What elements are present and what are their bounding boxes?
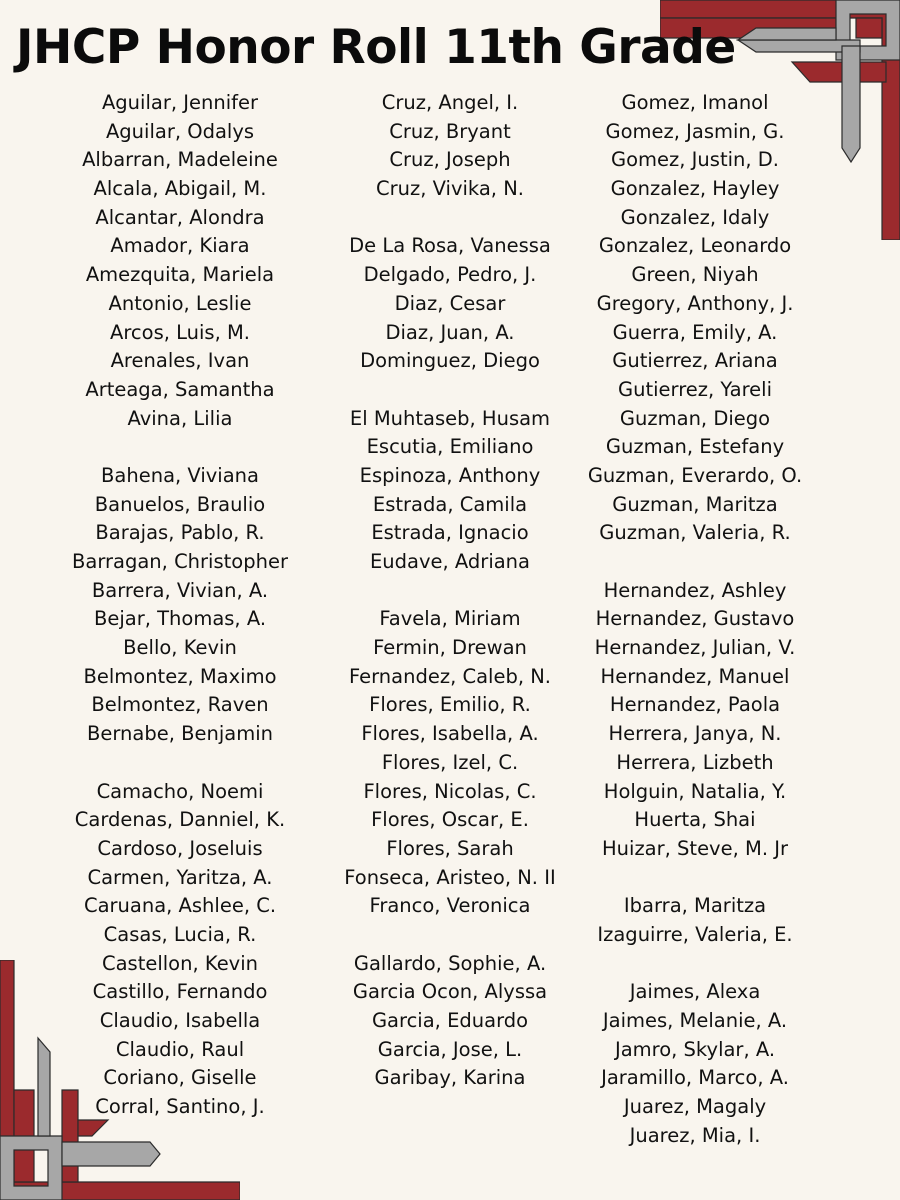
- student-name: Flores, Isabella, A.: [361, 722, 539, 746]
- student-name: Fernandez, Caleb, N.: [348, 664, 552, 688]
- student-name: Carmen, Yaritza, A.: [87, 865, 273, 889]
- student-name: Jaimes, Melanie, A.: [602, 1009, 788, 1032]
- student-name: Hernandez, Gustavo: [595, 607, 795, 631]
- student-name: Belmontez, Maximo: [83, 664, 277, 688]
- student-name: Gonzalez, Leonardo: [598, 234, 792, 258]
- student-name: Jamro, Skylar, A.: [614, 1037, 776, 1061]
- student-name: Diaz, Cesar: [394, 291, 506, 315]
- student-name: Amezquita, Mariela: [85, 263, 275, 287]
- student-name: Cardoso, Joseluis: [97, 836, 263, 860]
- student-name: Avina, Lilia: [127, 406, 233, 430]
- student-name: Favela, Miriam: [379, 607, 521, 631]
- student-name: Escutia, Emiliano: [366, 435, 534, 459]
- list-spacer: [330, 204, 570, 233]
- student-name: Gutierrez, Ariana: [612, 349, 778, 373]
- student-name: Franco, Veronica: [369, 894, 531, 918]
- student-name: Camacho, Noemi: [96, 779, 264, 803]
- student-name: Garcia, Jose, L.: [377, 1037, 523, 1061]
- student-name: Bello, Kevin: [123, 636, 237, 660]
- student-name: Claudio, Raul: [115, 1037, 245, 1061]
- student-name: Amador, Kiara: [110, 234, 250, 258]
- student-name: Flores, Nicolas, C.: [363, 779, 537, 803]
- student-name: Aguilar, Jennifer: [101, 91, 259, 114]
- student-name: Jaimes, Alexa: [629, 980, 761, 1004]
- student-name: Guzman, Maritza: [612, 492, 778, 516]
- student-name: Gregory, Anthony, J.: [596, 291, 794, 315]
- list-spacer: [60, 433, 300, 462]
- student-name: Gomez, Justin, D.: [611, 148, 779, 172]
- student-name: Bernabe, Benjamin: [86, 722, 273, 746]
- student-name: Cruz, Joseph: [389, 148, 511, 172]
- student-name: De La Rosa, Vanessa: [349, 234, 551, 258]
- student-name: Belmontez, Raven: [91, 693, 269, 717]
- student-name: Arteaga, Samantha: [85, 377, 275, 401]
- student-name: Juarez, Magaly: [623, 1095, 767, 1119]
- student-name: Ibarra, Maritza: [623, 894, 767, 918]
- student-name: Gonzalez, Idaly: [620, 205, 770, 229]
- student-name: Barajas, Pablo, R.: [95, 521, 265, 545]
- student-name: Gomez, Imanol: [621, 91, 769, 114]
- student-name: Estrada, Ignacio: [371, 521, 529, 545]
- student-name: Arenales, Ivan: [110, 349, 250, 373]
- student-name: Bejar, Thomas, A.: [93, 607, 267, 631]
- student-name: Estrada, Camila: [372, 492, 528, 516]
- student-name: Huizar, Steve, M. Jr: [602, 836, 788, 860]
- student-name: Holguin, Natalia, Y.: [603, 779, 787, 803]
- student-name: Hernandez, Paola: [609, 693, 781, 717]
- list-spacer: [330, 376, 570, 405]
- student-name: Gutierrez, Yareli: [617, 377, 773, 401]
- student-name: Guzman, Everardo, O.: [587, 463, 803, 487]
- student-name: Jaramillo, Marco, A.: [601, 1066, 789, 1090]
- student-name: Gomez, Jasmin, G.: [605, 119, 785, 143]
- student-name: Alcala, Abigail, M.: [93, 177, 267, 201]
- names-column-3: [580, 89, 810, 1150]
- student-name: Dominguez, Diego: [360, 349, 540, 373]
- student-name: Guzman, Diego: [619, 406, 771, 430]
- student-name: Espinoza, Anthony: [359, 463, 541, 487]
- list-spacer: [330, 577, 570, 606]
- student-name: Flores, Sarah: [386, 836, 514, 860]
- names-column-2: [330, 89, 570, 1093]
- student-name: Alcantar, Alondra: [95, 205, 265, 229]
- student-name: Herrera, Janya, N.: [608, 722, 782, 746]
- student-name: Barragan, Christopher: [72, 550, 288, 573]
- student-name: Diaz, Juan, A.: [385, 320, 515, 344]
- student-name: Cruz, Vivika, N.: [376, 177, 524, 201]
- student-name: El Muhtaseb, Husam: [349, 406, 551, 430]
- list-spacer: [580, 548, 810, 577]
- student-name: Claudio, Isabella: [99, 1009, 261, 1032]
- student-name: Gallardo, Sophie, A.: [353, 951, 547, 975]
- student-name: Corral, Santino, J.: [95, 1095, 265, 1119]
- student-name: Hernandez, Ashley: [603, 578, 787, 602]
- student-name: Fermin, Drewan: [373, 636, 527, 660]
- student-name: Banuelos, Braulio: [94, 492, 266, 516]
- student-name: Hernandez, Manuel: [600, 664, 790, 688]
- student-name: Hernandez, Julian, V.: [594, 636, 796, 660]
- student-name: Flores, Oscar, E.: [371, 808, 529, 832]
- student-name: Delgado, Pedro, J.: [363, 263, 537, 287]
- student-name: Herrera, Lizbeth: [616, 750, 774, 774]
- student-name: Juarez, Mia, I.: [629, 1123, 761, 1147]
- student-name: Flores, Emilio, R.: [369, 693, 531, 717]
- student-name: Antonio, Leslie: [108, 291, 252, 315]
- list-spacer: [330, 921, 570, 950]
- page-title: JHCP Honor Roll 11th Grade: [16, 20, 736, 75]
- student-name: Albarran, Madeleine: [82, 148, 278, 172]
- student-name: Izaguirre, Valeria, E.: [597, 922, 793, 946]
- student-name: Cruz, Bryant: [389, 119, 511, 143]
- student-name: Green, Niyah: [631, 263, 759, 287]
- corner-ornament-bottom-left: [0, 960, 240, 1200]
- student-name: Flores, Izel, C.: [381, 750, 519, 774]
- student-name: Huerta, Shai: [634, 808, 756, 832]
- student-name: Cardenas, Danniel, K.: [74, 808, 286, 832]
- list-spacer: [580, 864, 810, 893]
- student-name: Cruz, Angel, I.: [381, 91, 519, 114]
- student-name: Guerra, Emily, A.: [612, 320, 778, 344]
- student-name: Coriano, Giselle: [103, 1066, 257, 1090]
- list-spacer: [580, 950, 810, 979]
- student-name: Eudave, Adriana: [369, 550, 530, 573]
- student-name: Caruana, Ashlee, C.: [83, 894, 277, 918]
- student-name: Gonzalez, Hayley: [610, 177, 780, 201]
- student-name: Castellon, Kevin: [101, 951, 259, 975]
- student-name: Barrera, Vivian, A.: [91, 578, 269, 602]
- student-name: Garibay, Karina: [374, 1066, 526, 1090]
- student-name: Guzman, Estefany: [605, 435, 785, 459]
- student-name: Aguilar, Odalys: [105, 119, 255, 143]
- student-name: Fonseca, Aristeo, N. II: [344, 865, 556, 889]
- student-name: Casas, Lucia, R.: [103, 922, 257, 946]
- student-name: Castillo, Fernando: [92, 980, 268, 1004]
- student-name: Garcia, Eduardo: [371, 1009, 529, 1032]
- student-name: Bahena, Viviana: [101, 463, 259, 487]
- student-name: Guzman, Valeria, R.: [599, 521, 791, 545]
- student-name: Arcos, Luis, M.: [109, 320, 250, 344]
- list-spacer: [60, 749, 300, 778]
- student-name: Garcia Ocon, Alyssa: [352, 980, 548, 1004]
